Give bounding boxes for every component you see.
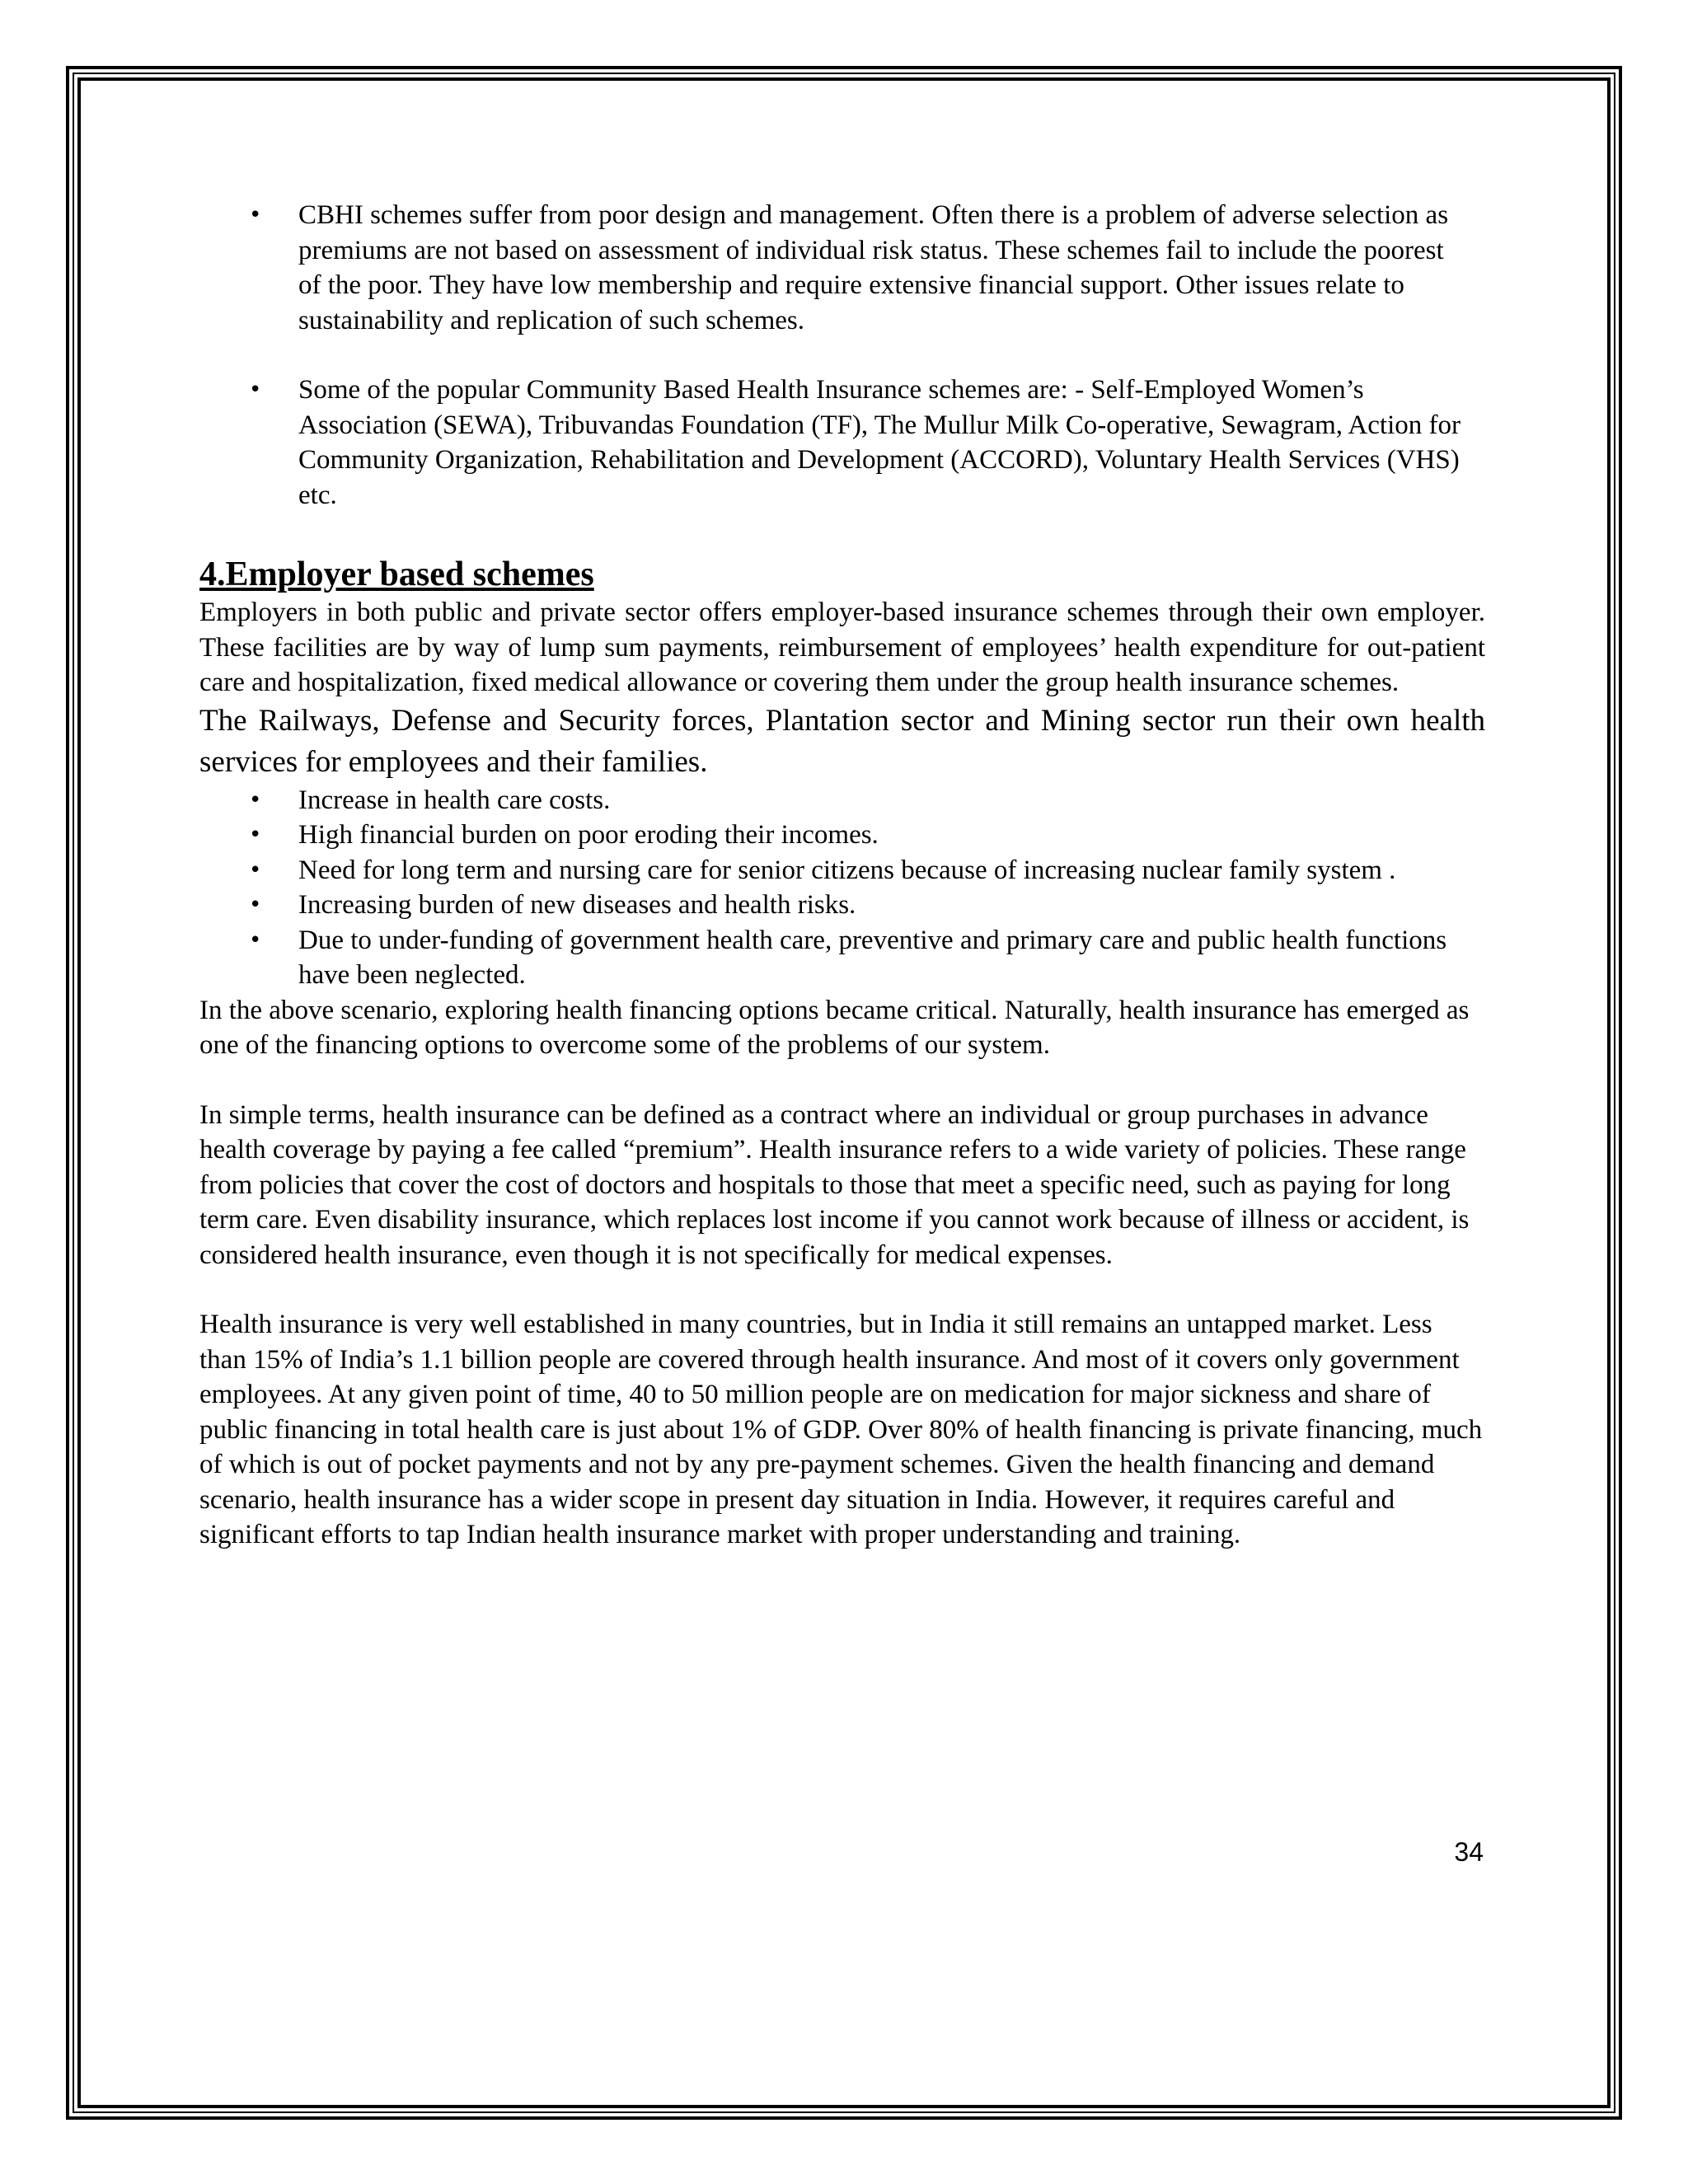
list-item bbox=[199, 818, 1485, 853]
bullet-icon: • bbox=[249, 203, 262, 227]
list-item bbox=[199, 373, 1485, 513]
list-item bbox=[199, 888, 1485, 923]
market-paragraph: Health insurance is very well established in many countries, but in India it still remains an untapped market. Less than 15% of India’s 1.1 billion people are covered through health insurance. And most of it covers only government employees. At any given point of time, 40 to 50 million people are on medication for major sickness and share of public financing in total health care is just about 1% of GDP. Over 80% of health financing is private financing, much of which is out of pocket payments and not by any pre-payment schemes. Given the health financing and demand scenario, health insurance has a wider scope in present day situation in India. However, it requires careful and significant efforts to tap Indian health insurance market with proper understanding and training. bbox=[199, 1310, 1483, 1549]
bullet-icon: • bbox=[249, 857, 262, 883]
health-factors-list bbox=[199, 783, 1485, 993]
list-item-text: High financial burden on poor eroding their incomes. bbox=[298, 820, 879, 850]
page-content bbox=[199, 198, 1485, 1553]
list-item bbox=[199, 853, 1485, 888]
list-item-text: CBHI schemes suffer from poor design and management. Often there is a problem of adverse selection as premiums are not based on assessment of individual risk status. These schemes fail to include the poorest of the poor. They have low membership and require extensive financial support. Other issues relate to sustainability and replication of such schemes. bbox=[298, 200, 1449, 335]
bullet-icon: • bbox=[249, 927, 262, 953]
list-item-text: Need for long term and nursing care for senior citizens because of increasing nuclear family system . bbox=[298, 855, 1396, 885]
employer-schemes-paragraph: Employers in both public and private sector offers employer-based insurance schemes through their own employer. These facilities are by way of lump sum payments, reimbursement of employees’ health expenditure for out-patient care and hospitalization, fixed medical allowance or covering them under the group health insurance schemes. bbox=[199, 598, 1485, 697]
page-number: 34 bbox=[1454, 1837, 1484, 1867]
bullet-icon: • bbox=[249, 823, 262, 847]
bullet-icon: • bbox=[249, 787, 262, 813]
list-item bbox=[199, 923, 1485, 993]
list-item-text: Some of the popular Community Based Health Insurance schemes are: - Self-Employed Women’s Association (SEWA), Tribuvandas Foundation (TF), The Mullur Milk Co-operative, Sewagram, Action for Community Organization, Rehabilitation and Development (ACCORD), Voluntary Health Services (VHS) etc. bbox=[298, 375, 1461, 510]
bullet-icon: • bbox=[249, 893, 262, 917]
list-item bbox=[199, 783, 1485, 818]
list-item-text: Increasing burden of new diseases and health risks. bbox=[298, 890, 856, 920]
list-item-text: Due to under-funding of government health care, preventive and primary care and public health functions have been neglected. bbox=[298, 925, 1447, 990]
section-heading: 4.Employer based schemes bbox=[199, 555, 594, 593]
definition-paragraph: In simple terms, health insurance can be defined as a contract where an individual or group purchases in advance health coverage by paying a fee called “premium”. Health insurance refers to a wide variety of policies. These range from policies that cover the cost of doctors and hospitals to those that meet a specific need, such as paying for long term care. Even disability insurance, which replaces lost income if you cannot work because of illness or accident, is considered health insurance, even though it is not specifically for medical expenses. bbox=[199, 1099, 1470, 1270]
list-item-text: Increase in health care costs. bbox=[298, 785, 611, 815]
own-health-services-paragraph: The Railways, Defense and Security forces, Plantation sector and Mining sector run their own health services for employees and their families. bbox=[199, 703, 1485, 779]
cbhi-bullet-list bbox=[199, 198, 1485, 513]
list-item bbox=[199, 198, 1485, 338]
scenario-paragraph: In the above scenario, exploring health financing options became critical. Naturally, health insurance has emerged as one of the financing options to overcome some of the problems of our system. bbox=[199, 995, 1470, 1060]
bullet-icon: • bbox=[249, 377, 262, 402]
